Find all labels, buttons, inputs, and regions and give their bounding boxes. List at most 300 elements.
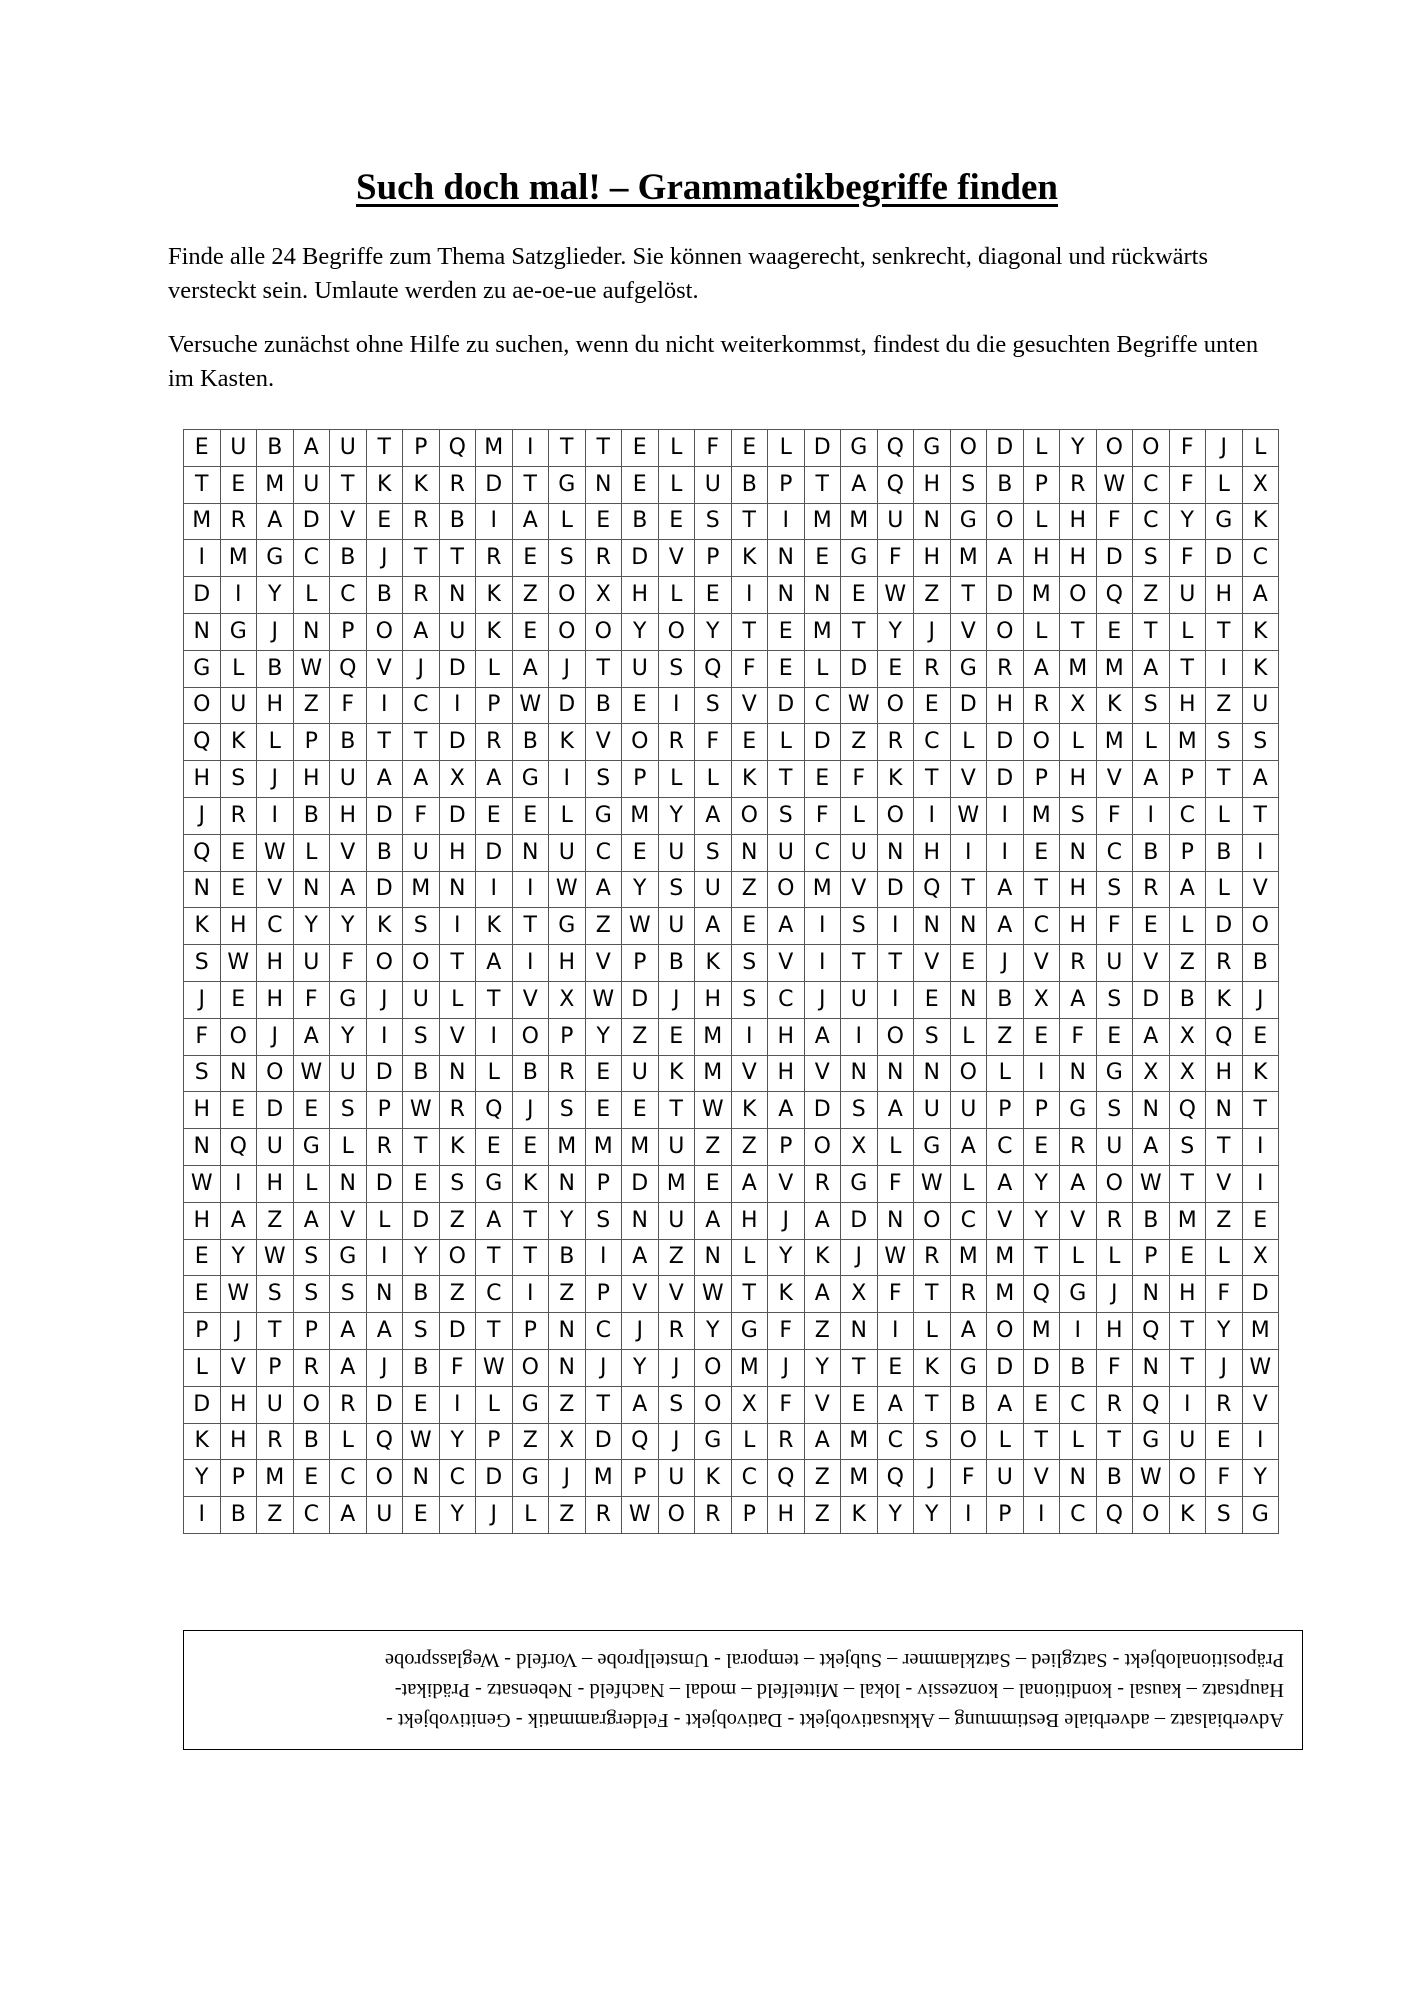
grid-cell[interactable]: G bbox=[1096, 1055, 1133, 1092]
grid-cell[interactable]: O bbox=[549, 577, 586, 614]
grid-cell[interactable]: O bbox=[877, 687, 914, 724]
grid-cell[interactable]: M bbox=[695, 1018, 732, 1055]
grid-cell[interactable]: R bbox=[403, 503, 440, 540]
grid-cell[interactable]: I bbox=[366, 1239, 403, 1276]
grid-cell[interactable]: W bbox=[1242, 1349, 1279, 1386]
grid-cell[interactable]: D bbox=[987, 724, 1024, 761]
grid-cell[interactable]: J bbox=[1206, 430, 1243, 467]
grid-cell[interactable]: Y bbox=[184, 1460, 221, 1497]
grid-cell[interactable]: R bbox=[476, 724, 513, 761]
grid-cell[interactable]: I bbox=[220, 577, 257, 614]
grid-cell[interactable]: U bbox=[695, 466, 732, 503]
grid-cell[interactable]: K bbox=[476, 577, 513, 614]
grid-cell[interactable]: E bbox=[403, 1497, 440, 1534]
grid-cell[interactable]: W bbox=[622, 1497, 659, 1534]
grid-cell[interactable]: N bbox=[403, 1460, 440, 1497]
grid-cell[interactable]: A bbox=[1133, 1018, 1170, 1055]
grid-cell[interactable]: A bbox=[622, 1386, 659, 1423]
grid-cell[interactable]: T bbox=[439, 540, 476, 577]
grid-cell[interactable]: I bbox=[512, 430, 549, 467]
grid-cell[interactable]: B bbox=[403, 1276, 440, 1313]
grid-cell[interactable]: G bbox=[330, 1239, 367, 1276]
grid-cell[interactable]: B bbox=[512, 1055, 549, 1092]
grid-cell[interactable]: M bbox=[841, 1423, 878, 1460]
grid-cell[interactable]: B bbox=[658, 945, 695, 982]
grid-cell[interactable]: N bbox=[549, 1165, 586, 1202]
grid-cell[interactable]: H bbox=[184, 1202, 221, 1239]
grid-cell[interactable]: L bbox=[658, 466, 695, 503]
grid-cell[interactable]: V bbox=[585, 724, 622, 761]
grid-cell[interactable]: D bbox=[476, 1460, 513, 1497]
grid-cell[interactable]: D bbox=[1096, 540, 1133, 577]
grid-cell[interactable]: Z bbox=[804, 1497, 841, 1534]
grid-cell[interactable]: O bbox=[1023, 724, 1060, 761]
grid-cell[interactable]: J bbox=[987, 945, 1024, 982]
grid-cell[interactable]: D bbox=[841, 650, 878, 687]
grid-cell[interactable]: Y bbox=[330, 1018, 367, 1055]
grid-cell[interactable]: S bbox=[1096, 871, 1133, 908]
grid-cell[interactable]: M bbox=[1023, 577, 1060, 614]
grid-cell[interactable]: L bbox=[950, 1018, 987, 1055]
grid-cell[interactable]: O bbox=[1133, 1497, 1170, 1534]
grid-cell[interactable]: A bbox=[476, 945, 513, 982]
grid-cell[interactable]: Y bbox=[877, 613, 914, 650]
grid-cell[interactable]: W bbox=[1133, 1460, 1170, 1497]
grid-cell[interactable]: B bbox=[549, 1239, 586, 1276]
grid-cell[interactable]: T bbox=[1023, 871, 1060, 908]
grid-cell[interactable]: D bbox=[877, 871, 914, 908]
grid-cell[interactable]: U bbox=[220, 687, 257, 724]
grid-cell[interactable]: O bbox=[914, 1202, 951, 1239]
grid-cell[interactable]: L bbox=[293, 577, 330, 614]
grid-cell[interactable]: K bbox=[841, 1497, 878, 1534]
grid-cell[interactable]: N bbox=[439, 871, 476, 908]
grid-cell[interactable]: T bbox=[476, 1239, 513, 1276]
grid-cell[interactable]: M bbox=[804, 503, 841, 540]
grid-cell[interactable]: I bbox=[804, 908, 841, 945]
grid-cell[interactable]: X bbox=[841, 1129, 878, 1166]
grid-cell[interactable]: U bbox=[658, 1460, 695, 1497]
grid-cell[interactable]: G bbox=[1206, 503, 1243, 540]
grid-cell[interactable]: M bbox=[622, 797, 659, 834]
grid-cell[interactable]: I bbox=[877, 1313, 914, 1350]
grid-cell[interactable]: R bbox=[1023, 687, 1060, 724]
grid-cell[interactable]: I bbox=[512, 871, 549, 908]
grid-cell[interactable]: E bbox=[1133, 908, 1170, 945]
grid-cell[interactable]: O bbox=[366, 613, 403, 650]
grid-cell[interactable]: J bbox=[1096, 1276, 1133, 1313]
grid-cell[interactable]: D bbox=[476, 834, 513, 871]
grid-cell[interactable]: U bbox=[330, 1055, 367, 1092]
grid-cell[interactable]: T bbox=[184, 466, 221, 503]
grid-cell[interactable]: V bbox=[330, 503, 367, 540]
grid-cell[interactable]: R bbox=[1060, 466, 1097, 503]
grid-cell[interactable]: K bbox=[1242, 1055, 1279, 1092]
grid-cell[interactable]: W bbox=[877, 577, 914, 614]
grid-cell[interactable]: W bbox=[184, 1165, 221, 1202]
grid-cell[interactable]: N bbox=[841, 1055, 878, 1092]
grid-cell[interactable]: B bbox=[950, 1386, 987, 1423]
grid-cell[interactable]: V bbox=[768, 945, 805, 982]
grid-cell[interactable]: K bbox=[439, 1129, 476, 1166]
grid-cell[interactable]: A bbox=[366, 1313, 403, 1350]
grid-cell[interactable]: N bbox=[549, 1349, 586, 1386]
grid-cell[interactable]: Q bbox=[877, 466, 914, 503]
grid-cell[interactable]: Z bbox=[731, 871, 768, 908]
grid-cell[interactable]: A bbox=[585, 871, 622, 908]
grid-cell[interactable]: G bbox=[731, 1313, 768, 1350]
grid-cell[interactable]: G bbox=[950, 1349, 987, 1386]
grid-cell[interactable]: G bbox=[476, 1165, 513, 1202]
grid-cell[interactable]: N bbox=[914, 1055, 951, 1092]
grid-cell[interactable]: Z bbox=[512, 1423, 549, 1460]
grid-cell[interactable]: D bbox=[987, 761, 1024, 798]
grid-cell[interactable]: N bbox=[439, 577, 476, 614]
grid-cell[interactable]: C bbox=[731, 1460, 768, 1497]
grid-cell[interactable]: V bbox=[987, 1202, 1024, 1239]
grid-cell[interactable]: K bbox=[1242, 503, 1279, 540]
grid-cell[interactable]: T bbox=[914, 1386, 951, 1423]
grid-cell[interactable]: I bbox=[1023, 1497, 1060, 1534]
grid-cell[interactable]: G bbox=[293, 1129, 330, 1166]
grid-cell[interactable]: R bbox=[877, 724, 914, 761]
grid-cell[interactable]: A bbox=[293, 430, 330, 467]
grid-cell[interactable]: V bbox=[658, 1276, 695, 1313]
grid-cell[interactable]: B bbox=[366, 577, 403, 614]
grid-cell[interactable]: T bbox=[768, 761, 805, 798]
grid-cell[interactable]: E bbox=[877, 1349, 914, 1386]
grid-cell[interactable]: E bbox=[585, 503, 622, 540]
grid-cell[interactable]: L bbox=[877, 1129, 914, 1166]
grid-cell[interactable]: T bbox=[476, 981, 513, 1018]
grid-cell[interactable]: T bbox=[731, 613, 768, 650]
grid-cell[interactable]: J bbox=[257, 761, 294, 798]
grid-cell[interactable]: I bbox=[439, 687, 476, 724]
grid-cell[interactable]: O bbox=[1242, 908, 1279, 945]
grid-cell[interactable]: M bbox=[695, 1055, 732, 1092]
grid-cell[interactable]: N bbox=[184, 613, 221, 650]
grid-cell[interactable]: T bbox=[877, 945, 914, 982]
grid-cell[interactable]: N bbox=[695, 1239, 732, 1276]
grid-cell[interactable]: P bbox=[987, 1092, 1024, 1129]
grid-cell[interactable]: M bbox=[622, 1129, 659, 1166]
grid-cell[interactable]: I bbox=[950, 1497, 987, 1534]
grid-cell[interactable]: R bbox=[768, 1423, 805, 1460]
grid-cell[interactable]: R bbox=[1060, 945, 1097, 982]
grid-cell[interactable]: B bbox=[403, 1349, 440, 1386]
grid-cell[interactable]: C bbox=[293, 1497, 330, 1534]
grid-cell[interactable]: N bbox=[804, 577, 841, 614]
grid-cell[interactable]: J bbox=[658, 1423, 695, 1460]
grid-cell[interactable]: S bbox=[403, 1313, 440, 1350]
grid-cell[interactable]: S bbox=[403, 908, 440, 945]
grid-cell[interactable]: K bbox=[512, 1165, 549, 1202]
grid-cell[interactable]: C bbox=[1023, 908, 1060, 945]
grid-cell[interactable]: A bbox=[804, 1018, 841, 1055]
grid-cell[interactable]: L bbox=[695, 761, 732, 798]
grid-cell[interactable]: C bbox=[1169, 797, 1206, 834]
grid-cell[interactable]: K bbox=[1096, 687, 1133, 724]
grid-cell[interactable]: K bbox=[403, 466, 440, 503]
grid-cell[interactable]: S bbox=[293, 1276, 330, 1313]
grid-cell[interactable]: G bbox=[1060, 1276, 1097, 1313]
grid-cell[interactable]: L bbox=[439, 981, 476, 1018]
grid-cell[interactable]: D bbox=[257, 1092, 294, 1129]
grid-cell[interactable]: D bbox=[622, 981, 659, 1018]
grid-cell[interactable]: T bbox=[1242, 797, 1279, 834]
grid-cell[interactable]: T bbox=[257, 1313, 294, 1350]
grid-cell[interactable]: L bbox=[768, 724, 805, 761]
grid-cell[interactable]: B bbox=[1206, 834, 1243, 871]
grid-cell[interactable]: S bbox=[549, 1092, 586, 1129]
grid-cell[interactable]: Q bbox=[184, 834, 221, 871]
grid-cell[interactable]: E bbox=[512, 540, 549, 577]
grid-cell[interactable]: V bbox=[768, 1165, 805, 1202]
grid-cell[interactable]: W bbox=[403, 1092, 440, 1129]
grid-cell[interactable]: E bbox=[622, 834, 659, 871]
grid-cell[interactable]: T bbox=[330, 466, 367, 503]
grid-cell[interactable]: Y bbox=[293, 908, 330, 945]
grid-cell[interactable]: I bbox=[549, 761, 586, 798]
grid-cell[interactable]: L bbox=[476, 650, 513, 687]
grid-cell[interactable]: K bbox=[768, 1276, 805, 1313]
grid-cell[interactable]: U bbox=[293, 945, 330, 982]
grid-cell[interactable]: S bbox=[585, 1202, 622, 1239]
grid-cell[interactable]: U bbox=[622, 1055, 659, 1092]
grid-cell[interactable]: H bbox=[914, 834, 951, 871]
grid-cell[interactable]: T bbox=[585, 430, 622, 467]
grid-cell[interactable]: S bbox=[1096, 1092, 1133, 1129]
grid-cell[interactable]: D bbox=[804, 430, 841, 467]
grid-cell[interactable]: P bbox=[330, 613, 367, 650]
grid-cell[interactable]: X bbox=[1242, 466, 1279, 503]
grid-cell[interactable]: A bbox=[293, 1018, 330, 1055]
grid-cell[interactable]: F bbox=[695, 724, 732, 761]
grid-cell[interactable]: J bbox=[366, 981, 403, 1018]
grid-cell[interactable]: Y bbox=[403, 1239, 440, 1276]
grid-cell[interactable]: Q bbox=[695, 650, 732, 687]
grid-cell[interactable]: Q bbox=[1206, 1018, 1243, 1055]
grid-cell[interactable]: T bbox=[366, 724, 403, 761]
grid-cell[interactable]: D bbox=[804, 724, 841, 761]
grid-cell[interactable]: U bbox=[950, 1092, 987, 1129]
grid-cell[interactable]: Y bbox=[220, 1239, 257, 1276]
grid-cell[interactable]: V bbox=[658, 540, 695, 577]
grid-cell[interactable]: P bbox=[987, 1497, 1024, 1534]
grid-cell[interactable]: S bbox=[841, 908, 878, 945]
grid-cell[interactable]: Y bbox=[695, 613, 732, 650]
grid-cell[interactable]: W bbox=[257, 834, 294, 871]
grid-cell[interactable]: N bbox=[293, 613, 330, 650]
grid-cell[interactable]: I bbox=[914, 797, 951, 834]
grid-cell[interactable]: Z bbox=[987, 1018, 1024, 1055]
grid-cell[interactable]: N bbox=[439, 1055, 476, 1092]
grid-cell[interactable]: A bbox=[731, 1165, 768, 1202]
grid-cell[interactable]: T bbox=[585, 650, 622, 687]
grid-cell[interactable]: S bbox=[403, 1018, 440, 1055]
grid-cell[interactable]: Z bbox=[695, 1129, 732, 1166]
grid-cell[interactable]: H bbox=[257, 981, 294, 1018]
grid-cell[interactable]: V bbox=[1206, 1165, 1243, 1202]
grid-cell[interactable]: U bbox=[1169, 1423, 1206, 1460]
grid-cell[interactable]: I bbox=[841, 1018, 878, 1055]
grid-cell[interactable]: A bbox=[366, 761, 403, 798]
grid-cell[interactable]: E bbox=[1023, 1386, 1060, 1423]
grid-cell[interactable]: O bbox=[1060, 577, 1097, 614]
grid-cell[interactable]: T bbox=[731, 1276, 768, 1313]
grid-cell[interactable]: M bbox=[1242, 1313, 1279, 1350]
grid-cell[interactable]: G bbox=[549, 466, 586, 503]
grid-cell[interactable]: I bbox=[1242, 1129, 1279, 1166]
grid-cell[interactable]: H bbox=[220, 1423, 257, 1460]
grid-cell[interactable]: L bbox=[512, 1497, 549, 1534]
grid-cell[interactable]: N bbox=[1206, 1092, 1243, 1129]
grid-cell[interactable]: U bbox=[330, 430, 367, 467]
grid-cell[interactable]: A bbox=[695, 797, 732, 834]
grid-cell[interactable]: H bbox=[257, 1165, 294, 1202]
grid-cell[interactable]: H bbox=[439, 834, 476, 871]
grid-cell[interactable]: G bbox=[914, 1129, 951, 1166]
grid-cell[interactable]: M bbox=[950, 540, 987, 577]
grid-cell[interactable]: M bbox=[1023, 1313, 1060, 1350]
grid-cell[interactable]: G bbox=[841, 540, 878, 577]
grid-cell[interactable]: F bbox=[403, 797, 440, 834]
grid-cell[interactable]: F bbox=[330, 945, 367, 982]
grid-cell[interactable]: K bbox=[731, 540, 768, 577]
grid-cell[interactable]: A bbox=[403, 613, 440, 650]
grid-cell[interactable]: S bbox=[184, 1055, 221, 1092]
grid-cell[interactable]: O bbox=[695, 1349, 732, 1386]
grid-cell[interactable]: P bbox=[1023, 761, 1060, 798]
grid-cell[interactable]: T bbox=[512, 466, 549, 503]
grid-cell[interactable]: N bbox=[512, 834, 549, 871]
grid-cell[interactable]: O bbox=[695, 1386, 732, 1423]
grid-cell[interactable]: W bbox=[914, 1165, 951, 1202]
grid-cell[interactable]: O bbox=[585, 613, 622, 650]
grid-cell[interactable]: Y bbox=[1060, 430, 1097, 467]
grid-cell[interactable]: P bbox=[731, 1497, 768, 1534]
grid-cell[interactable]: N bbox=[585, 466, 622, 503]
grid-cell[interactable]: L bbox=[1096, 1239, 1133, 1276]
grid-cell[interactable]: N bbox=[293, 871, 330, 908]
grid-cell[interactable]: P bbox=[585, 1276, 622, 1313]
grid-cell[interactable]: O bbox=[804, 1129, 841, 1166]
grid-cell[interactable]: H bbox=[549, 945, 586, 982]
grid-cell[interactable]: F bbox=[1060, 1018, 1097, 1055]
grid-cell[interactable]: B bbox=[439, 503, 476, 540]
grid-cell[interactable]: G bbox=[220, 613, 257, 650]
grid-cell[interactable]: Z bbox=[1169, 945, 1206, 982]
grid-cell[interactable]: Y bbox=[439, 1497, 476, 1534]
grid-cell[interactable]: W bbox=[1133, 1165, 1170, 1202]
grid-cell[interactable]: M bbox=[1169, 724, 1206, 761]
grid-cell[interactable]: Q bbox=[1096, 1497, 1133, 1534]
grid-cell[interactable]: S bbox=[768, 797, 805, 834]
grid-cell[interactable]: H bbox=[695, 981, 732, 1018]
grid-cell[interactable]: E bbox=[1242, 1202, 1279, 1239]
grid-cell[interactable]: D bbox=[987, 1349, 1024, 1386]
grid-cell[interactable]: W bbox=[257, 1239, 294, 1276]
grid-cell[interactable]: Y bbox=[585, 1018, 622, 1055]
grid-cell[interactable]: N bbox=[1133, 1276, 1170, 1313]
grid-cell[interactable]: I bbox=[731, 577, 768, 614]
grid-cell[interactable]: P bbox=[403, 430, 440, 467]
grid-cell[interactable]: U bbox=[622, 650, 659, 687]
grid-cell[interactable]: C bbox=[1133, 503, 1170, 540]
grid-cell[interactable]: D bbox=[1206, 908, 1243, 945]
grid-cell[interactable]: L bbox=[1060, 1239, 1097, 1276]
grid-cell[interactable]: Z bbox=[439, 1276, 476, 1313]
grid-cell[interactable]: A bbox=[330, 1313, 367, 1350]
grid-cell[interactable]: M bbox=[841, 503, 878, 540]
grid-cell[interactable]: N bbox=[220, 1055, 257, 1092]
grid-cell[interactable]: D bbox=[403, 1202, 440, 1239]
grid-cell[interactable]: Z bbox=[658, 1239, 695, 1276]
grid-cell[interactable]: C bbox=[476, 1276, 513, 1313]
grid-cell[interactable]: C bbox=[914, 724, 951, 761]
grid-cell[interactable]: P bbox=[1133, 1239, 1170, 1276]
grid-cell[interactable]: R bbox=[1096, 1386, 1133, 1423]
grid-cell[interactable]: G bbox=[841, 430, 878, 467]
grid-cell[interactable]: I bbox=[987, 834, 1024, 871]
grid-cell[interactable]: Q bbox=[1023, 1276, 1060, 1313]
grid-cell[interactable]: Q bbox=[220, 1129, 257, 1166]
grid-cell[interactable]: B bbox=[1169, 981, 1206, 1018]
grid-cell[interactable]: O bbox=[987, 613, 1024, 650]
grid-cell[interactable]: T bbox=[439, 945, 476, 982]
grid-cell[interactable]: O bbox=[987, 1313, 1024, 1350]
grid-cell[interactable]: A bbox=[1133, 761, 1170, 798]
grid-cell[interactable]: S bbox=[1060, 797, 1097, 834]
grid-cell[interactable]: S bbox=[1096, 981, 1133, 1018]
grid-cell[interactable]: T bbox=[914, 761, 951, 798]
grid-cell[interactable]: G bbox=[585, 797, 622, 834]
grid-cell[interactable]: E bbox=[476, 797, 513, 834]
grid-cell[interactable]: C bbox=[1096, 834, 1133, 871]
grid-cell[interactable]: S bbox=[658, 1386, 695, 1423]
grid-cell[interactable]: E bbox=[695, 1165, 732, 1202]
grid-cell[interactable]: L bbox=[257, 724, 294, 761]
grid-cell[interactable]: M bbox=[804, 613, 841, 650]
grid-cell[interactable]: X bbox=[731, 1386, 768, 1423]
grid-cell[interactable]: N bbox=[1060, 1460, 1097, 1497]
grid-cell[interactable]: H bbox=[914, 466, 951, 503]
grid-cell[interactable]: W bbox=[220, 945, 257, 982]
grid-cell[interactable]: Q bbox=[439, 430, 476, 467]
grid-cell[interactable]: I bbox=[658, 687, 695, 724]
grid-cell[interactable]: E bbox=[622, 466, 659, 503]
grid-cell[interactable]: H bbox=[184, 1092, 221, 1129]
grid-cell[interactable]: B bbox=[403, 1055, 440, 1092]
grid-cell[interactable]: U bbox=[914, 1092, 951, 1129]
grid-cell[interactable]: B bbox=[1133, 834, 1170, 871]
grid-cell[interactable]: V bbox=[439, 1018, 476, 1055]
grid-cell[interactable]: E bbox=[658, 503, 695, 540]
grid-cell[interactable]: Z bbox=[549, 1386, 586, 1423]
grid-cell[interactable]: V bbox=[330, 1202, 367, 1239]
grid-cell[interactable]: A bbox=[512, 503, 549, 540]
grid-cell[interactable]: U bbox=[658, 834, 695, 871]
grid-cell[interactable]: R bbox=[439, 466, 476, 503]
grid-cell[interactable]: J bbox=[549, 1460, 586, 1497]
grid-cell[interactable]: E bbox=[768, 650, 805, 687]
grid-cell[interactable]: Q bbox=[914, 871, 951, 908]
grid-cell[interactable]: V bbox=[731, 687, 768, 724]
grid-cell[interactable]: H bbox=[1096, 1313, 1133, 1350]
grid-cell[interactable]: K bbox=[366, 466, 403, 503]
grid-cell[interactable]: H bbox=[184, 761, 221, 798]
grid-cell[interactable]: W bbox=[585, 981, 622, 1018]
